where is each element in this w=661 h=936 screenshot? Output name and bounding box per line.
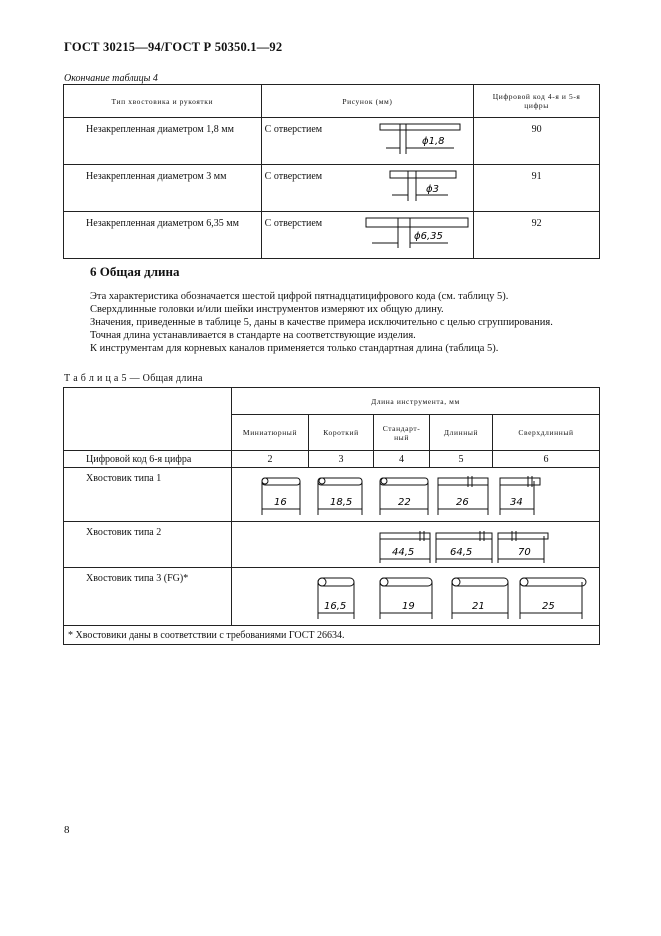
table-row bbox=[64, 165, 600, 212]
figure-cell bbox=[261, 118, 474, 165]
length-label: 34 bbox=[510, 496, 523, 508]
shank-drawing bbox=[364, 216, 472, 252]
table4-col-type: Тип хвостовика и рукоятки bbox=[64, 85, 262, 118]
shank-label: Хвостовик типа 2 bbox=[64, 522, 232, 568]
length-label: 16,5 bbox=[324, 600, 347, 612]
code-row bbox=[64, 451, 600, 468]
length-label: 44,5 bbox=[392, 546, 415, 558]
shank-type: Незакрепленная диаметром 3 мм bbox=[64, 165, 262, 212]
code-value: 90 bbox=[474, 118, 600, 165]
paragraph: Сверхдлинные головки и/или шейки инструментов измеряют их общую длину. bbox=[90, 304, 444, 315]
document-header: ГОСТ 30215—94/ГОСТ Р 50350.1—92 bbox=[64, 40, 283, 54]
col-extra-long: Сверхдлинный bbox=[493, 415, 600, 451]
shank-type3-drawings bbox=[232, 571, 599, 623]
shank-figures bbox=[232, 468, 600, 522]
length-label: 25 bbox=[542, 600, 555, 612]
paragraph: Эта характеристика обозначается шестой цифрой пятнадцатицифрового кода (см. таблицу 5). bbox=[90, 291, 509, 302]
table4 bbox=[63, 84, 600, 259]
shank-figures bbox=[232, 522, 600, 568]
figure-cell bbox=[261, 212, 474, 259]
code-row-label: Цифровой код 6-я цифра bbox=[64, 451, 232, 468]
figure-label: С отверстием bbox=[264, 218, 323, 229]
figure-cell bbox=[261, 165, 474, 212]
table-row bbox=[64, 212, 600, 259]
paragraph: Значения, приведенные в таблице 5, даны в качестве примера исключительно с целью сгруппирования. bbox=[90, 317, 553, 328]
length-label: 21 bbox=[472, 600, 485, 612]
paragraph: К инструментам для корневых каналов применяется только стандартная длина (таблица 5). bbox=[90, 343, 499, 354]
length-label: 16 bbox=[274, 496, 287, 508]
shank-type: Незакрепленная диаметром 1,8 мм bbox=[64, 118, 262, 165]
table-row bbox=[64, 522, 600, 568]
code-value: 5 bbox=[430, 451, 493, 468]
table-row bbox=[64, 118, 600, 165]
code-value: 91 bbox=[474, 165, 600, 212]
col-short: Короткий bbox=[309, 415, 374, 451]
length-label: 26 bbox=[456, 496, 469, 508]
table5 bbox=[63, 387, 600, 645]
table4-caption: Окончание таблицы 4 bbox=[64, 73, 158, 84]
code-value: 3 bbox=[309, 451, 374, 468]
shank-label: Хвостовик типа 1 bbox=[64, 468, 232, 522]
table4-col-figure: Рисунок (мм) bbox=[261, 85, 474, 118]
shank-drawing bbox=[374, 169, 470, 205]
page-number: 8 bbox=[64, 824, 70, 836]
dimension-label: ϕ1,8 bbox=[421, 136, 445, 147]
length-label: 64,5 bbox=[450, 546, 473, 558]
shank-label: Хвостовик типа 3 (FG)* bbox=[64, 568, 232, 626]
shank-figures bbox=[232, 568, 600, 626]
col-standard: Стандарт-ный bbox=[374, 415, 430, 451]
figure-label: С отверстием bbox=[264, 124, 323, 135]
length-label: 19 bbox=[402, 600, 415, 612]
dimension-label: ϕ6,35 bbox=[413, 231, 443, 242]
table-row bbox=[64, 468, 600, 522]
col-long: Длинный bbox=[430, 415, 493, 451]
code-value: 4 bbox=[374, 451, 430, 468]
shank-type: Незакрепленная диаметром 6,35 мм bbox=[64, 212, 262, 259]
table4-col-code: Цифровой код 4-я и 5-я цифры bbox=[474, 85, 600, 118]
code-value: 6 bbox=[493, 451, 600, 468]
paragraph: Точная длина устанавливается в стандарте на соответствующие изделия. bbox=[90, 330, 416, 341]
length-label: 70 bbox=[518, 546, 531, 558]
table5-group-header: Длина инструмента, мм bbox=[232, 388, 600, 415]
table4-header-row bbox=[64, 85, 600, 118]
length-label: 22 bbox=[398, 496, 411, 508]
section-title: 6 Общая длина bbox=[90, 264, 180, 279]
length-label: 18,5 bbox=[330, 496, 353, 508]
shank-type2-drawings bbox=[232, 525, 599, 565]
table5-footnote: * Хвостовики даны в соответствии с требованиями ГОСТ 26634. bbox=[64, 626, 600, 645]
table5-caption: Т а б л и ц а 5 — Общая длина bbox=[64, 373, 203, 384]
dimension-label: ϕ3 bbox=[425, 184, 439, 195]
shank-type1-drawings bbox=[232, 471, 599, 519]
code-value: 92 bbox=[474, 212, 600, 259]
code-value: 2 bbox=[232, 451, 309, 468]
table-row bbox=[64, 568, 600, 626]
col-miniature: Миниатюрный bbox=[232, 415, 309, 451]
section-text bbox=[64, 290, 601, 355]
footnote-row bbox=[64, 626, 600, 645]
figure-label: С отверстием bbox=[264, 171, 323, 182]
table5-corner bbox=[64, 388, 232, 451]
shank-drawing bbox=[374, 122, 470, 158]
